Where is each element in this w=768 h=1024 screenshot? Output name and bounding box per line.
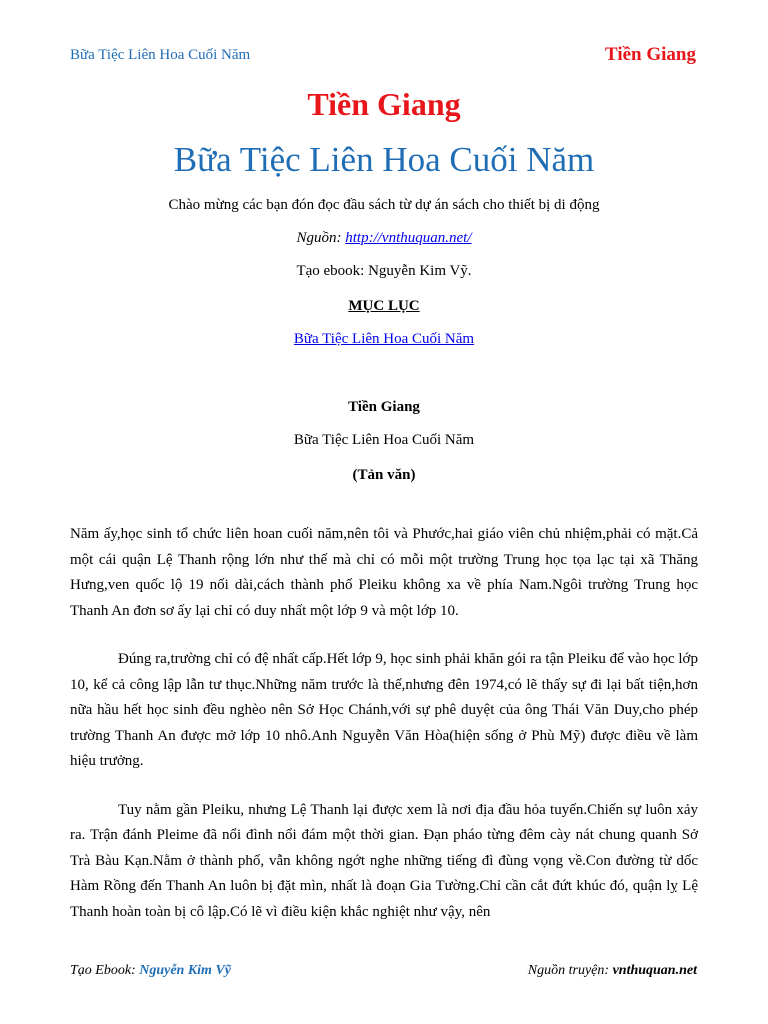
source-label: Nguồn: (296, 230, 346, 246)
chapter-author: Tiền Giang (348, 399, 420, 415)
paragraph: Tuy nằm gần Pleiku, nhưng Lệ Thanh lại được xem là nơi địa đầu hỏa tuyến.Chiến sự luôn xảy ra. Trận đánh Pleime đã nổi đình nổi đám một thời gian. Đạn pháo từng đêm cày nát chung quanh Sở Trà Bàu Kạn.Nằm ở thành phố, vẫn không ngớt nghe những tiếng đì đùng vọng về.Con đường từ dốc Hàm Rồng đến Thanh An luôn bị đặt mìn, nhất là đoạn Gia Tường.Chỉ cần cắt đứt khúc đó, quận lỵ Lệ Thanh hoàn toàn bị cô lập.Có lẽ vì điều kiện khắc nghiệt như vậy, nên (70, 801, 698, 920)
toc-title: MỤC LỤC (348, 298, 420, 314)
ebook-credit: Tạo ebook: Nguyễn Kim Vỹ. (296, 263, 472, 279)
paragraph: Năm ấy,học sinh tổ chức liên hoan cuối năm,nên tôi và Phước,hai giáo viên chủ nhiệm,phải có mặt.Cả một cái quận Lệ Thanh rộng lớn như thế mà chỉ có mỗi một trường Trung học tọa lạc tại xã Thăng Hưng,ven quốc lộ 19 nối dài,cách thành phố Pleiku không xa về phía Nam.Ngôi trường Trung học Thanh An đơn sơ ấy lại chỉ có duy nhất một lớp 9 và một lớp 10. (70, 526, 698, 619)
footer-ebook-name: Nguyễn Kim Vỹ (139, 963, 231, 978)
footer-source-site: vnthuquan.net (612, 963, 697, 978)
chapter-genre: (Tản văn) (352, 467, 416, 483)
running-header-author: Tiền Giang (605, 44, 696, 65)
footer-ebook-label: Tạo Ebook: (70, 963, 140, 978)
source-link[interactable]: http://vnthuquan.net/ (345, 230, 472, 246)
cover-book-title: Bữa Tiệc Liên Hoa Cuối Năm (173, 140, 595, 179)
chapter-body (70, 522, 698, 948)
running-header-title: Bữa Tiệc Liên Hoa Cuối Năm (70, 47, 251, 63)
paragraph: Đúng ra,trường chỉ có đệ nhất cấp.Hết lớp 9, học sinh phải khăn gói ra tận Pleiku để vào học lớp 10, kể cả công lập lẫn tư thục.Những năm trước là thế,nhưng đên 1974,có lẽ thấy sự đi lại bất tiện,hơn nữa hầu hết học sinh đều nghèo nên Sở Học Chánh,với sự phê duyệt của ông Thái Văn Duy,cho phép trường Thanh An được mở lớp 10 nhô.Anh Nguyễn Văn Hòa(hiện sống ở Phù Mỹ) được điều về làm hiệu trưởng. (70, 651, 698, 769)
footer-ebook-credit (70, 963, 231, 979)
toc-item-link[interactable]: Bữa Tiệc Liên Hoa Cuối Năm (293, 331, 475, 347)
footer-source (528, 963, 697, 979)
intro-text: Chào mừng các bạn đón đọc đầu sách từ dự án sách cho thiết bị di động (168, 197, 600, 213)
chapter-title: Bữa Tiệc Liên Hoa Cuối Năm (293, 432, 475, 448)
footer-source-label: Nguồn truyện: (527, 963, 613, 978)
cover-author: Tiền Giang (307, 86, 461, 122)
source-line (0, 230, 768, 247)
